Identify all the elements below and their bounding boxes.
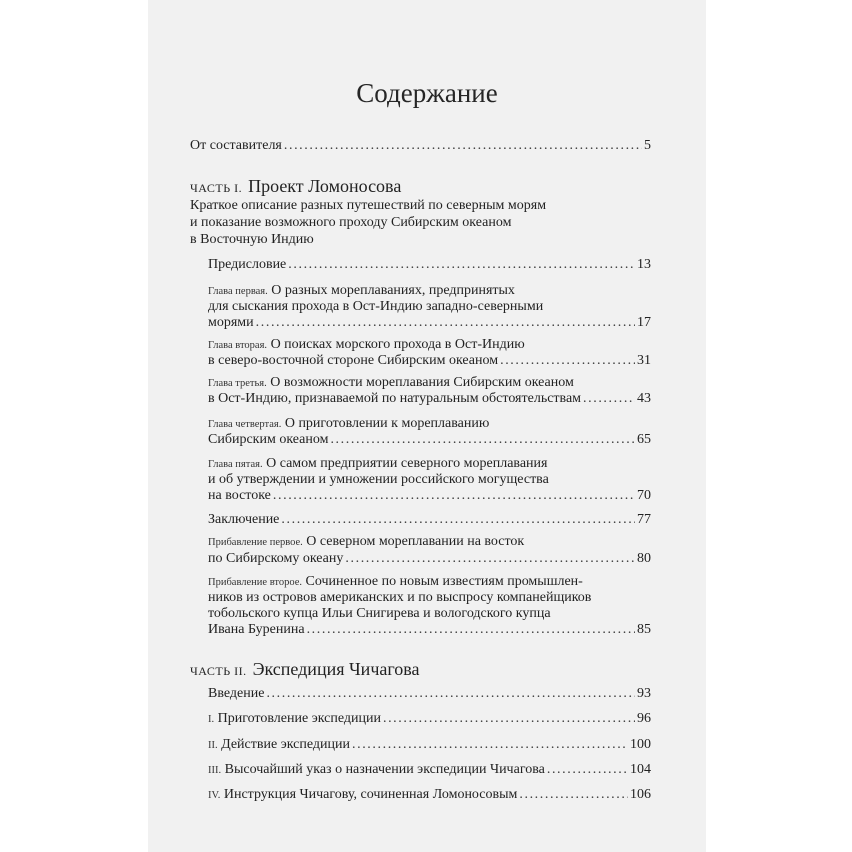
toc-entry-line: и об утверждении и умножении российского могущества xyxy=(208,472,549,487)
part-2-heading: ЧАСТЬ II. Экспедиция Чичагова xyxy=(190,659,420,679)
toc-entry-preface: Предисловие ..... 13 xyxy=(208,256,651,273)
toc-entry-line: по Сибирскому океану ..... 80 xyxy=(208,550,651,567)
part-1-heading: ЧАСТЬ I. Проект Ломоносова xyxy=(190,176,402,196)
toc-entry-chapter-2: Глава вторая. О поисках морского прохода в Ост-Индию xyxy=(208,337,525,352)
toc-entry-chapter-5: Глава пятая. О самом предприятии северного мореплавания xyxy=(208,456,548,471)
toc-entry-chapter-4: Глава четвертая. О приготовлении к мореплаванию xyxy=(208,416,490,431)
toc-entry-addition-1: Прибавление первое. О северном мореплавании на восток xyxy=(208,534,525,549)
toc-entry-line: ников из островов американских и по выспросу компанейщиков xyxy=(208,590,592,605)
part-1-subtitle-line: и показание возможного проходу Сибирским океаном xyxy=(190,215,512,230)
part-1-subtitle-line: Краткое описание разных путешествий по северным морям xyxy=(190,198,547,213)
toc-entry-intro: От составителя ..... 5 xyxy=(190,137,651,154)
toc-entry-line: в северо-восточной стороне Сибирским океаном ..... 31 xyxy=(208,352,651,369)
toc-entry-chapter-1: Глава первая. О разных мореплаваниях, предпринятых xyxy=(208,283,515,298)
toc-entry-line: для сыскания прохода в Ост-Индию западно-северными xyxy=(208,299,544,314)
toc-entry-line: морями ..... 17 xyxy=(208,314,651,331)
part-1-subtitle-line: в Восточную Индию xyxy=(190,232,314,247)
toc-entry-line: Сибирским океаном ..... 65 xyxy=(208,431,651,448)
toc-entry-line: тобольского купца Ильи Снигирева и вологодского купца xyxy=(208,606,551,621)
toc-entry-section-2: II. Действие экспедиции ..... 100 xyxy=(208,736,651,754)
toc-entry-chapter-3: Глава третья. О возможности мореплавания Сибирским океаном xyxy=(208,375,574,390)
page-title: Содержание xyxy=(356,78,498,108)
toc-entry-line: в Ост-Индию, признаваемой по натуральным обстоятельствам ..... 43 xyxy=(208,390,651,407)
toc-entry-line: Ивана Буренина ..... 85 xyxy=(208,621,651,638)
toc-entry-section-4: IV. Инструкция Чичагову, сочиненная Ломоносовым ..... 106 xyxy=(208,786,651,804)
toc-entry-line: на востоке ..... 70 xyxy=(208,487,651,504)
toc-entry-addition-2: Прибавление второе. Сочиненное по новым известиям промышлен- xyxy=(208,574,583,589)
toc-entry-section-3: III. Высочайший указ о назначении экспедиции Чичагова ..... 104 xyxy=(208,761,651,779)
toc-entry-section-1: I. Приготовление экспедиции ..... 96 xyxy=(208,710,651,728)
toc-entry-introduction: Введение ..... 93 xyxy=(208,685,651,702)
toc-entry-conclusion: Заключение ..... 77 xyxy=(208,511,651,528)
